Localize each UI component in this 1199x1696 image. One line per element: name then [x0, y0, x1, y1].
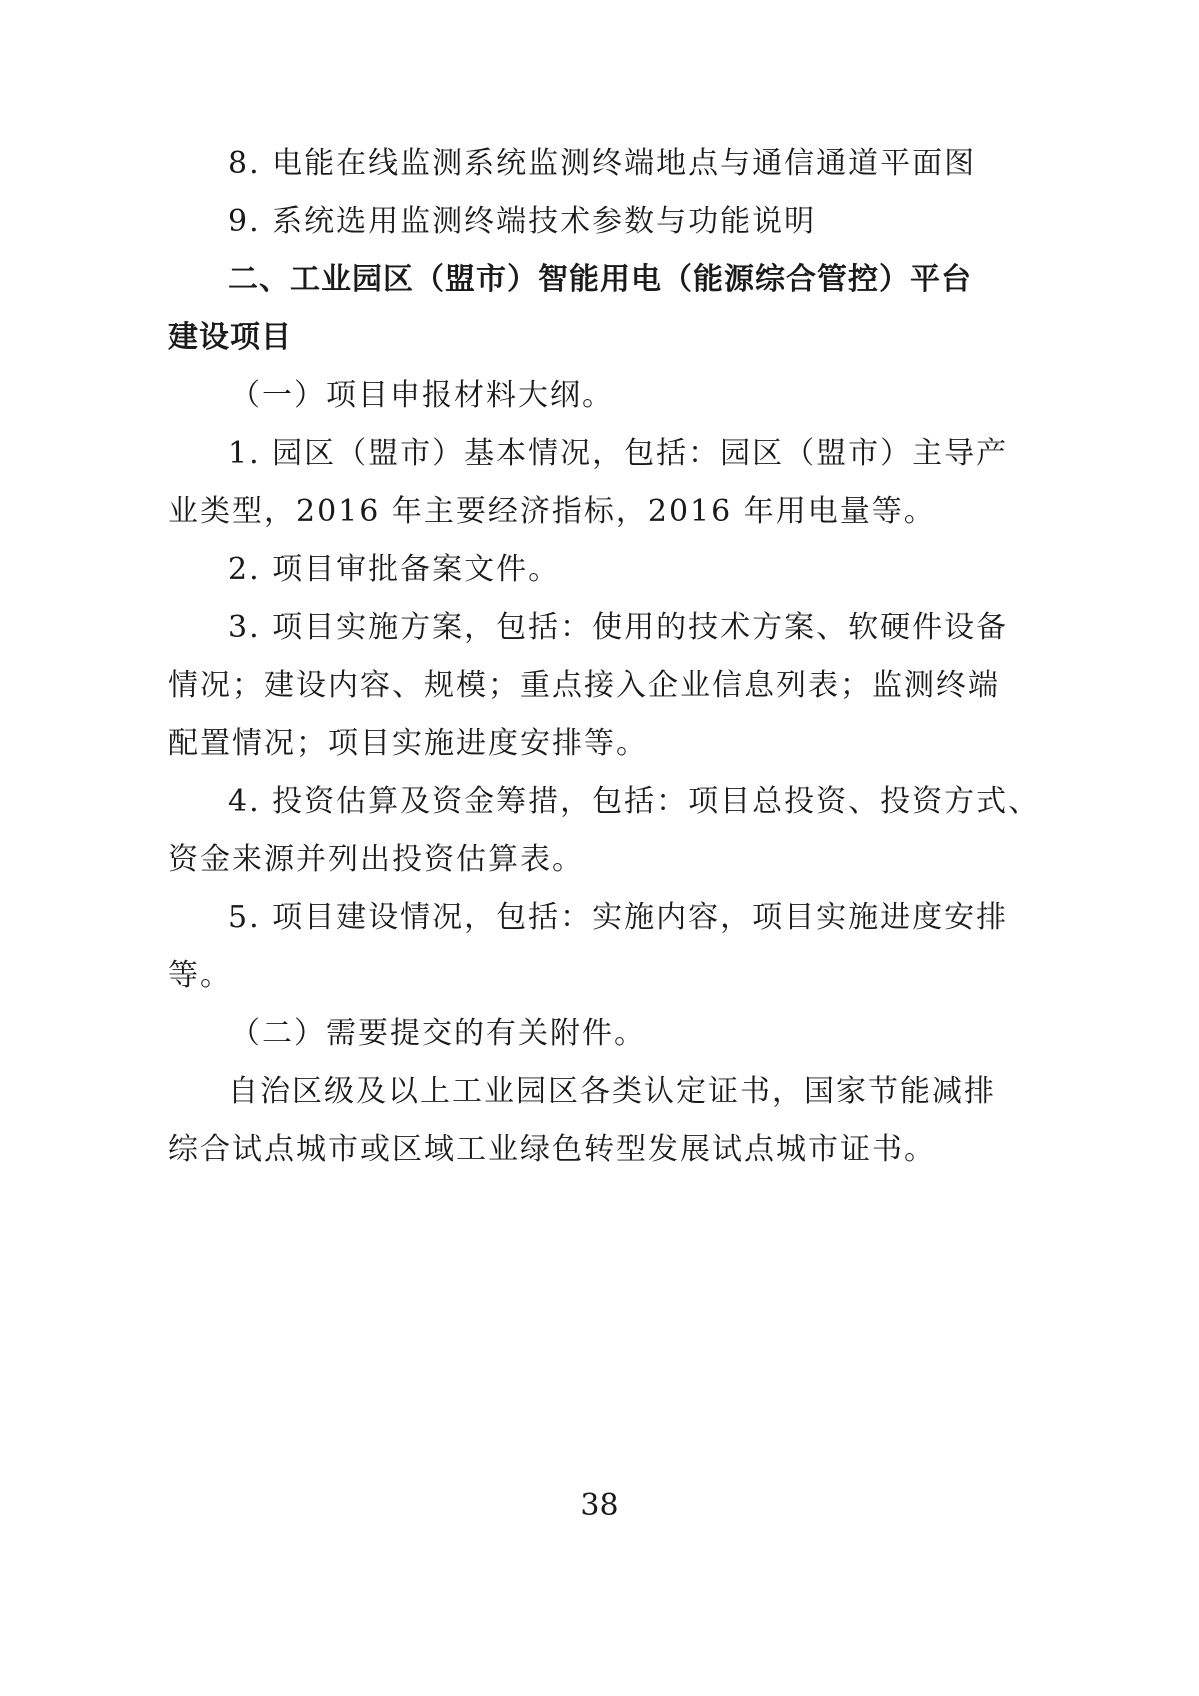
- paragraph-1-line-1: 1. 园区（盟市）基本情况，包括：园区（盟市）主导产: [228, 436, 1009, 471]
- paragraph-5-line-2: 等。: [168, 958, 232, 993]
- paragraph-4-line-2: 资金来源并列出投资估算表。: [168, 842, 584, 877]
- subsection-heading-2: （二）需要提交的有关附件。: [230, 1016, 646, 1051]
- subsection-heading-1: （一）项目申报材料大纲。: [230, 378, 614, 413]
- list-item-9: 9. 系统选用监测终端技术参数与功能说明: [228, 204, 817, 239]
- paragraph-5-line-1: 5. 项目建设情况，包括：实施内容，项目实施进度安排: [228, 900, 1009, 935]
- paragraph-3-line-3: 配置情况；项目实施进度安排等。: [168, 726, 648, 761]
- paragraph-6-line-1: 自治区级及以上工业园区各类认定证书，国家节能减排: [228, 1074, 996, 1109]
- paragraph-4-line-1: 4. 投资估算及资金筹措，包括：项目总投资、投资方式、: [228, 784, 1041, 819]
- section-heading-2: 二、工业园区（盟市）智能用电（能源综合管控）平台: [228, 262, 972, 297]
- paragraph-6-line-2: 综合试点城市或区域工业绿色转型发展试点城市证书。: [168, 1132, 936, 1167]
- paragraph-3-line-2: 情况；建设内容、规模；重点接入企业信息列表；监测终端: [168, 668, 1000, 703]
- list-item-8: 8. 电能在线监测系统监测终端地点与通信通道平面图: [228, 146, 977, 181]
- section-heading-2-continued: 建设项目: [168, 320, 292, 355]
- paragraph-2: 2. 项目审批备案文件。: [228, 552, 561, 587]
- page-number: 38: [580, 1488, 619, 1523]
- paragraph-3-line-1: 3. 项目实施方案，包括：使用的技术方案、软硬件设备: [228, 610, 1009, 645]
- paragraph-1-line-2: 业类型，2016 年主要经济指标，2016 年用电量等。: [168, 494, 936, 529]
